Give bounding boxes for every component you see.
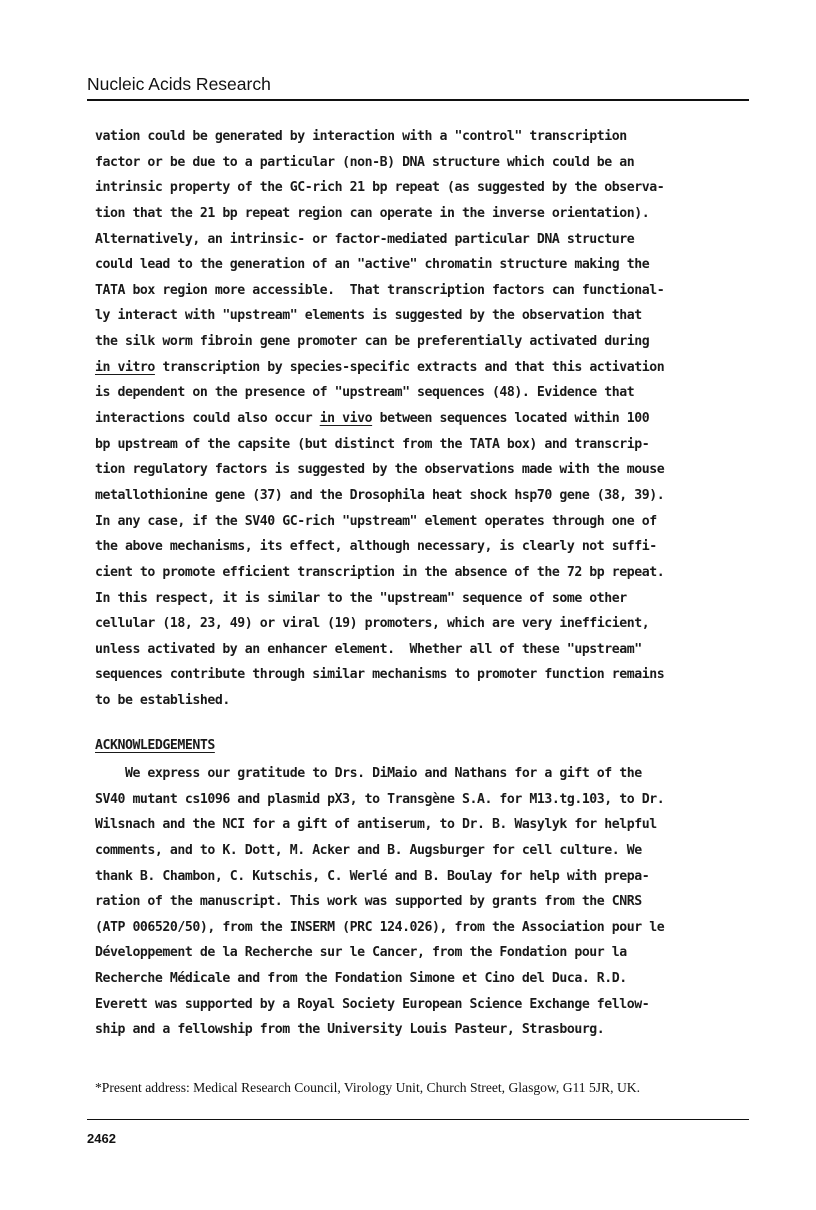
body-line: sequences contribute through similar mechanisms to promoter function remains bbox=[95, 667, 665, 683]
body-line: the silk worm fibroin gene promoter can be preferentially activated during bbox=[95, 334, 650, 350]
body-line: the above mechanisms, its effect, although necessary, is clearly not suffi- bbox=[95, 539, 657, 555]
ack-line: (ATP 006520/50), from the INSERM (PRC 124.026), from the Association pour le bbox=[95, 919, 665, 935]
ack-line: SV40 mutant cs1096 and plasmid pX3, to Transgène S.A. for M13.tg.103, to Dr. bbox=[95, 791, 665, 807]
ack-line: Développement de la Recherche sur le Cancer, from the Fondation pour la bbox=[95, 945, 627, 961]
body-line: vation could be generated by interaction with a "control" transcription bbox=[95, 129, 627, 144]
body-line: cellular (18, 23, 49) or viral (19) promoters, which are very inefficient, bbox=[95, 616, 650, 632]
body-line: In any case, if the SV40 GC-rich "upstream" element operates through one of bbox=[95, 513, 657, 529]
page-number: 2462 bbox=[87, 1131, 116, 1146]
body-line: bp upstream of the capsite (but distinct from the TATA box) and transcrip- bbox=[95, 436, 650, 452]
ack-line: ration of the manuscript. This work was supported by grants from the CNRS bbox=[95, 894, 642, 910]
italic-term: in vitro bbox=[95, 359, 155, 375]
body-line: unless activated by an enhancer element. Whether all of these "upstream" bbox=[95, 641, 642, 657]
acknowledgements-paragraph bbox=[95, 761, 755, 1043]
ack-line: thank B. Chambon, C. Kutschis, C. Werlé and B. Boulay for help with prepa- bbox=[95, 868, 650, 884]
body-line: could lead to the generation of an "active" chromatin structure making the bbox=[95, 257, 650, 273]
body-line: is dependent on the presence of "upstream" sequences (48). Evidence that bbox=[95, 385, 635, 401]
ack-line: Recherche Médicale and from the Fondation Simone et Cino del Duca. R.D. bbox=[95, 971, 627, 987]
body-line: In this respect, it is similar to the "upstream" sequence of some other bbox=[95, 590, 627, 606]
body-line: cient to promote efficient transcription in the absence of the 72 bp repeat. bbox=[95, 564, 665, 580]
body-line: factor or be due to a particular (non-B) DNA structure which could be an bbox=[95, 154, 635, 170]
body-line: to be established. bbox=[95, 693, 230, 709]
italic-term: in vivo bbox=[319, 411, 373, 427]
body-line: tion regulatory factors is suggested by the observations made with the mouse bbox=[95, 462, 665, 478]
body-line: tion that the 21 bp repeat region can operate in the inverse orientation). bbox=[95, 205, 650, 221]
acknowledgements-heading: ACKNOWLEDGEMENTS bbox=[95, 738, 215, 753]
ack-line: Everett was supported by a Royal Society European Science Exchange fellow- bbox=[95, 996, 650, 1012]
footnote: *Present address: Medical Research Council, Virology Unit, Church Street, Glasgow, G11 5JR, UK. bbox=[95, 1080, 640, 1095]
body-line: ly interact with "upstream" elements is suggested by the observation that bbox=[95, 308, 642, 324]
body-paragraph bbox=[95, 124, 755, 714]
body-line: intrinsic property of the GC-rich 21 bp repeat (as suggested by the observa- bbox=[95, 180, 665, 196]
journal-title: Nucleic Acids Research bbox=[87, 74, 271, 94]
ack-line: Wilsnach and the NCI for a gift of antiserum, to Dr. B. Wasylyk for helpful bbox=[95, 817, 657, 833]
body-line: Alternatively, an intrinsic- or factor-mediated particular DNA structure bbox=[95, 231, 635, 247]
footer-rule bbox=[87, 1119, 749, 1120]
header-rule bbox=[87, 99, 749, 101]
body-line: interactions could also occur in vivo between sequences located within 100 bbox=[95, 411, 650, 427]
ack-line: comments, and to K. Dott, M. Acker and B. Augsburger for cell culture. We bbox=[95, 842, 642, 858]
body-line: metallothionine gene (37) and the Drosophila heat shock hsp70 gene (38, 39). bbox=[95, 487, 665, 503]
ack-line: ship and a fellowship from the University Louis Pasteur, Strasbourg. bbox=[95, 1022, 605, 1038]
body-line: in vitro transcription by species-specific extracts and that this activation bbox=[95, 359, 665, 375]
body-line: TATA box region more accessible. That transcription factors can functional- bbox=[95, 282, 665, 298]
ack-line: We express our gratitude to Drs. DiMaio and Nathans for a gift of the bbox=[95, 766, 642, 781]
